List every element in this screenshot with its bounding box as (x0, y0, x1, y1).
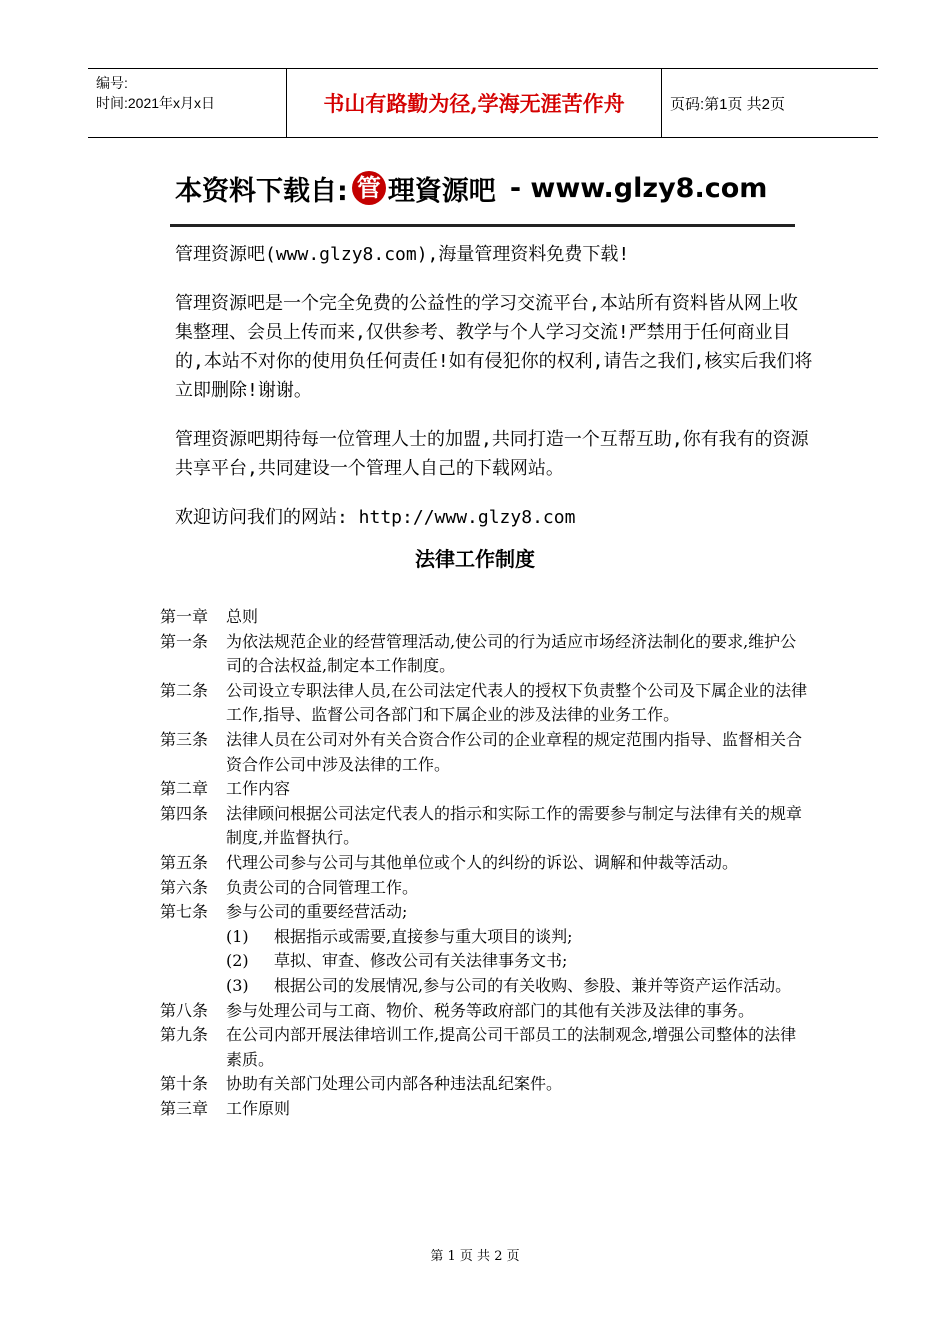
sub-clause-row (160, 925, 810, 950)
clause-row (160, 802, 810, 851)
clause-text: 在公司内部开展法律培训工作,提高公司干部员工的法制观念,增强公司整体的法律素质。 (226, 1025, 797, 1069)
clause-text: 工作原则 (226, 1098, 291, 1118)
intro-paragraph: 管理资源吧是一个完全免费的公益性的学习交流平台,本站所有资料皆从网上收集整理、会员上传而来,仅供参考、教学与个人学习交流!严禁用于任何商业目的,本站不对你的使用负任何责任!如有侵犯你的权利,请告之我们,核实后我们将立即删除!谢谢。 (175, 293, 813, 401)
sub-clause-row (160, 974, 810, 999)
clause-row (160, 630, 810, 679)
document-number-label: 编号: (96, 75, 128, 91)
clause-row (160, 728, 810, 777)
clause-label: 第六条 (160, 877, 209, 897)
intro-paragraph: 管理资源吧期待每一位管理人士的加盟,共同打造一个互帮互助,你有我有的资源共享平台,共同建设一个管理人自己的下载网站。 (175, 429, 809, 479)
sub-clause-text: 根据指示或需要,直接参与重大项目的谈判; (274, 926, 573, 946)
banner-divider (170, 224, 795, 227)
clause-label: 第五条 (160, 852, 209, 872)
banner-brand: 理資源吧 (387, 175, 496, 207)
sub-clause-number: (1) (226, 926, 249, 946)
banner-prefix: 本资料下载自: (175, 175, 348, 207)
clause-label: 第九条 (160, 1025, 209, 1045)
intro-paragraph: 管理资源吧(www.glzy8.com),海量管理资料免费下载! (175, 244, 630, 265)
banner-site: - www.glzy8.com (509, 172, 768, 204)
clause-text: 为依法规范企业的经营管理活动,使公司的行为适应市场经济法制化的要求,维护公司的合法权益,制定本工作制度。 (226, 631, 797, 676)
header-page-label: 页码:第1页 共2页 (670, 95, 786, 113)
clause-text: 代理公司参与公司与其他单位或个人的纠纷的诉讼、调解和仲裁等活动。 (226, 852, 739, 872)
clause-label: 第一章 (160, 607, 209, 626)
clause-row (160, 605, 810, 630)
clause-text: 工作内容 (226, 779, 291, 799)
intro-block (175, 240, 815, 552)
header-motto: 书山有路勤为径,学海无涯苦作舟 (286, 69, 662, 137)
clause-text: 参与公司的重要经营活动; (226, 902, 408, 922)
clause-row (160, 876, 810, 901)
intro-paragraph: 欢迎访问我们的网站: http://www.glzy8.com (175, 507, 576, 528)
clause-row (160, 1097, 810, 1122)
clause-row (160, 1072, 810, 1097)
clause-label: 第七条 (160, 902, 209, 922)
clause-label: 第一条 (160, 631, 209, 651)
clause-label: 第十条 (160, 1074, 209, 1094)
clause-label: 第二章 (160, 779, 209, 799)
clause-text: 协助有关部门处理公司内部各种违法乱纪案件。 (226, 1074, 563, 1094)
document-title: 法律工作制度 (415, 549, 535, 571)
page-footer: 第 1 页 共 2 页 (430, 1249, 520, 1264)
clause-row (160, 900, 810, 925)
sub-clause-number: (3) (226, 975, 249, 995)
download-banner (175, 168, 795, 208)
clause-label: 第二条 (160, 680, 209, 700)
sub-clause-row (160, 949, 810, 974)
document-time-label: 时间:2021年x月x日 (96, 95, 216, 111)
clause-label: 第三章 (160, 1098, 209, 1118)
clause-text: 公司设立专职法律人员,在公司法定代表人的授权下负责整个公司及下属企业的法律工作,指导、监督公司各部门和下属企业的涉及法律的业务工作。 (226, 680, 808, 725)
clause-text: 参与处理公司与工商、物价、税务等政府部门的其他有关涉及法律的事务。 (226, 1000, 755, 1020)
page-header (88, 68, 878, 138)
clause-label: 第三条 (160, 729, 209, 749)
clause-text: 法律顾问根据公司法定代表人的指示和实际工作的需要参与制定与法律有关的规章制度,并监督执行。 (226, 803, 803, 848)
clause-row (160, 999, 810, 1024)
sub-clause-number: (2) (226, 951, 249, 971)
clause-row (160, 777, 810, 802)
header-meta (88, 69, 286, 137)
sub-clause-text: 草拟、审查、修改公司有关法律事务文书; (274, 951, 568, 971)
clause-row (160, 679, 810, 728)
clause-label: 第八条 (160, 1000, 209, 1020)
clause-text: 法律人员在公司对外有关合资合作公司的企业章程的规定范围内指导、监督相关合资合作公司中涉及法律的工作。 (226, 729, 803, 774)
clause-text: 负责公司的合同管理工作。 (226, 877, 419, 897)
clause-label: 第四条 (160, 803, 209, 823)
clause-row (160, 851, 810, 876)
document-body (160, 605, 810, 1121)
sub-clause-text: 根据公司的发展情况,参与公司的有关收购、参股、兼并等资产运作活动。 (274, 975, 792, 995)
clause-text: 总则 (226, 607, 259, 626)
glzy8-logo-icon: 管 (352, 171, 386, 205)
clause-row (160, 1023, 810, 1072)
